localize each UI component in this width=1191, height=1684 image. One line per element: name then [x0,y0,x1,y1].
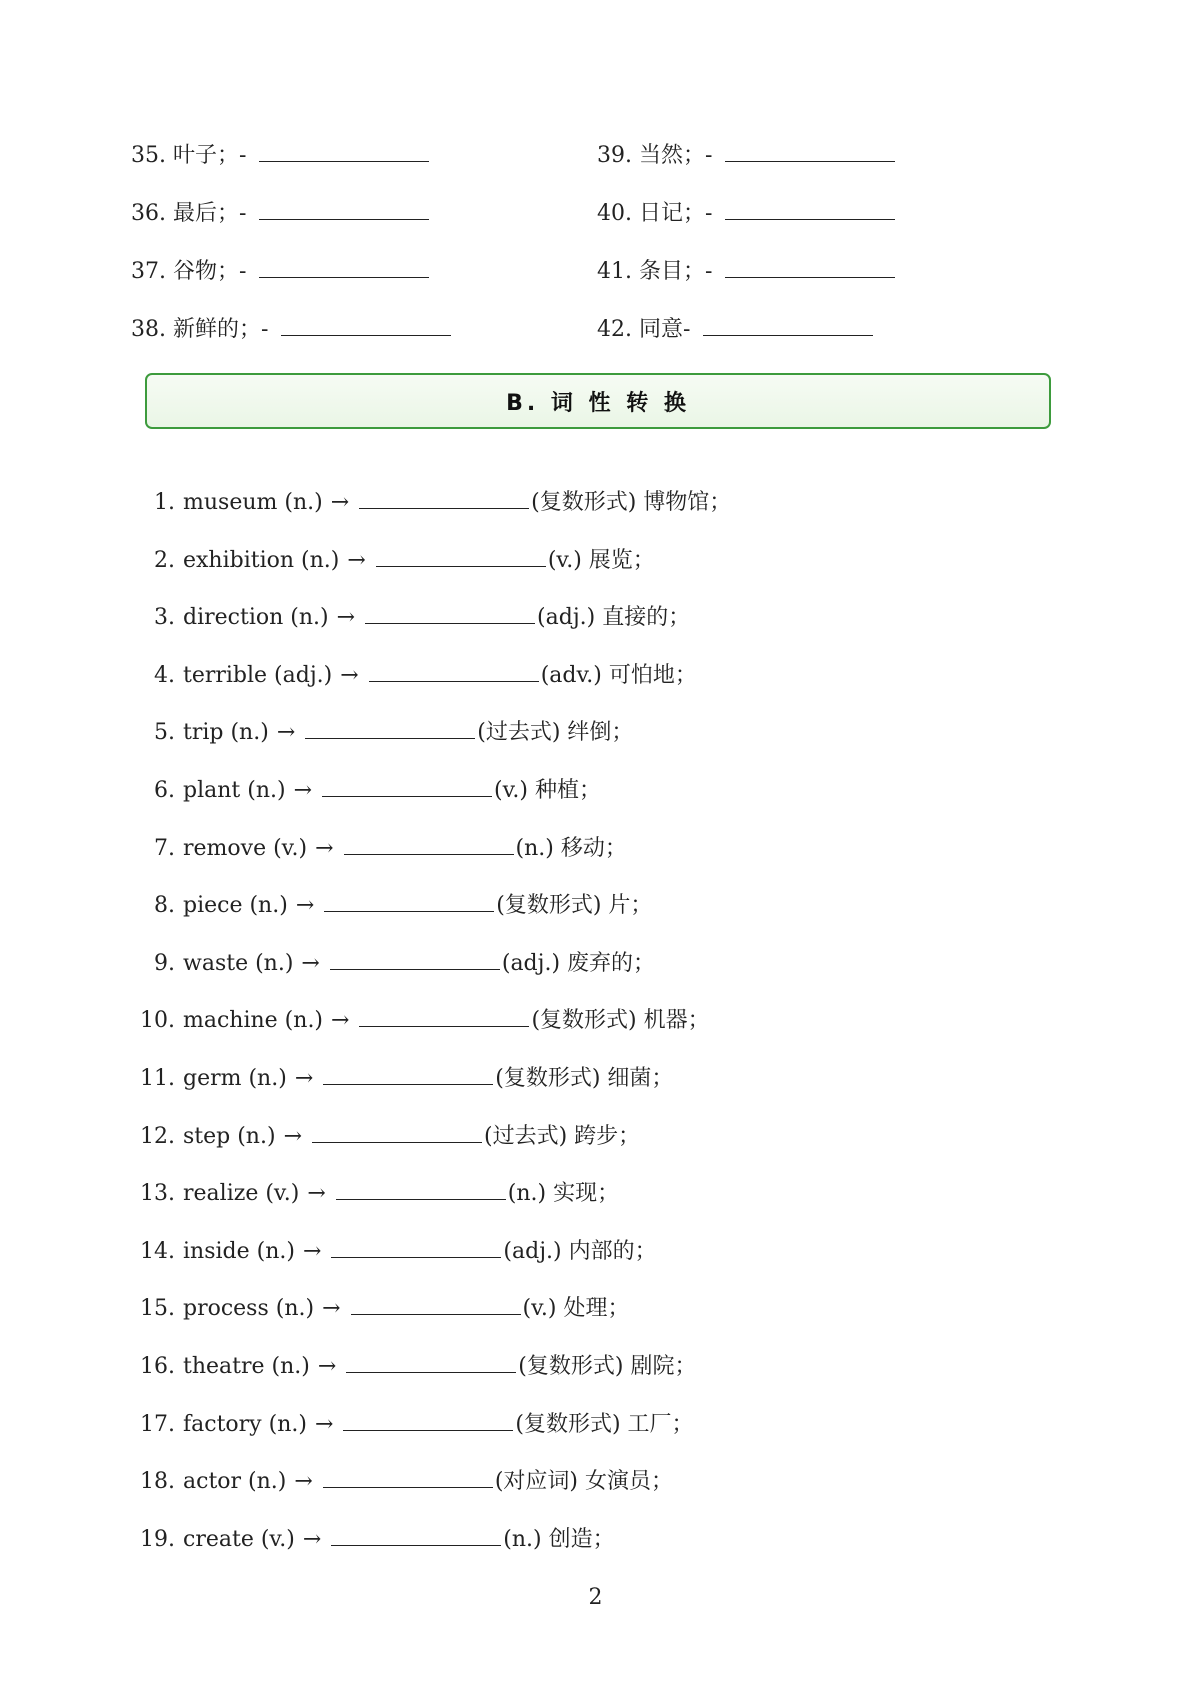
item-number: 2. [154,547,175,573]
vocab-prompt: 同意- [639,317,691,342]
vocab-prompt: 当然；- [639,143,713,168]
item-number: 13. [140,1181,175,1207]
vocab-prompt: 新鲜的；- [173,317,269,342]
list-item [131,661,731,719]
answer-blank[interactable] [359,1025,529,1027]
conversion-hint: (adj.) 废弃的； [501,950,656,976]
source-word: remove (v.) [183,835,308,861]
list-item [131,718,731,776]
conversion-hint: (n.) 实现； [507,1181,620,1207]
item-number: 14. [140,1238,175,1264]
conversion-hint: (v.) 处理； [522,1296,630,1322]
answer-blank[interactable] [331,1256,501,1258]
answer-blank[interactable] [725,276,895,278]
answer-blank[interactable] [703,334,873,336]
item-number: 1. [154,490,175,515]
source-word: waste (n.) [183,950,294,976]
item-number: 9. [154,950,175,976]
source-word: inside (n.) [183,1238,295,1264]
answer-blank[interactable] [725,218,895,220]
source-word: museum (n.) [183,490,323,515]
conversion-hint: (复数形式) 博物馆； [531,490,732,515]
answer-blank[interactable] [343,1429,513,1431]
item-number: 11. [140,1065,175,1091]
vocab-item [131,199,451,257]
conversion-hint: (n.) 创造； [503,1526,615,1552]
source-word: direction (n.) [183,605,329,631]
conversion-hint: (复数形式) 片； [496,893,653,919]
list-item [131,1006,731,1064]
vocab-prompt: 最后；- [173,201,247,226]
arrow-icon: → [283,1123,302,1149]
source-word: piece (n.) [183,893,288,919]
list-item [131,1467,731,1525]
answer-blank[interactable] [376,565,546,567]
item-number: 36. [131,201,166,226]
list-item [131,1064,731,1122]
source-word: machine (n.) [183,1008,324,1034]
conversion-hint: (n.) 移动； [515,835,627,861]
conversion-hint: (adj.) 内部的； [503,1238,657,1264]
vocab-item [597,141,895,199]
list-item [131,834,731,892]
vocab-prompt: 谷物；- [173,259,247,284]
answer-blank[interactable] [359,507,529,509]
arrow-icon: → [314,1411,334,1437]
list-item [131,1179,731,1237]
arrow-icon: → [293,777,313,803]
item-number: 41. [597,259,632,284]
section-b-header [145,373,1051,429]
item-number: 12. [140,1123,175,1149]
source-word: realize (v.) [183,1181,300,1207]
vocab-prompt: 日记；- [639,201,713,226]
conversion-hint: (过去式) 绊倒； [477,720,634,746]
item-number: 18. [140,1469,175,1495]
vocab-item [131,315,451,373]
answer-blank[interactable] [312,1141,482,1143]
item-number: 10. [140,1008,175,1034]
vocab-item [597,315,895,373]
source-word: factory (n.) [183,1411,307,1437]
answer-blank[interactable] [351,1313,521,1315]
conversion-hint: (adj.) 直接的； [537,605,691,631]
answer-blank[interactable] [323,1486,493,1488]
arrow-icon: → [331,1008,350,1034]
conversion-hint: (复数形式) 剧院； [518,1353,697,1379]
conversion-hint: (对应词) 女演员； [494,1469,673,1495]
list-item [131,1525,731,1583]
list-item [131,1237,731,1295]
answer-blank[interactable] [369,680,539,682]
conversion-hint: (复数形式) 工厂； [515,1411,694,1437]
conversion-hint: (v.) 展览； [547,547,655,573]
source-word: plant (n.) [183,777,286,803]
answer-blank[interactable] [281,334,451,336]
source-word: create (v.) [183,1526,295,1552]
item-number: 15. [140,1296,175,1322]
arrow-icon: → [317,1353,337,1379]
answer-blank[interactable] [259,276,429,278]
answer-blank[interactable] [346,1371,516,1373]
source-word: theatre (n.) [183,1353,310,1379]
list-item [131,776,731,834]
source-word: germ (n.) [183,1065,287,1091]
item-number: 40. [597,201,632,226]
vocab-item [597,257,895,315]
arrow-icon: → [302,1526,322,1552]
item-number: 6. [154,777,175,803]
arrow-icon: → [336,605,356,631]
arrow-icon: → [294,1469,313,1495]
vocab-column-right [597,141,895,373]
vocab-item [131,257,451,315]
arrow-icon: → [330,490,350,515]
arrow-icon: → [322,1296,341,1322]
source-word: trip (n.) [183,720,269,746]
item-number: 17. [140,1411,175,1437]
conversion-hint: (复数形式) 细菌； [495,1065,674,1091]
source-word: process (n.) [183,1296,315,1322]
answer-blank[interactable] [259,218,429,220]
item-number: 8. [154,893,175,919]
source-word: actor (n.) [183,1469,287,1495]
list-item [131,891,731,949]
answer-blank[interactable] [344,853,514,855]
answer-blank[interactable] [331,1544,501,1546]
answer-blank[interactable] [725,160,895,162]
item-number: 3. [154,605,175,631]
answer-blank[interactable] [323,1083,493,1085]
arrow-icon: → [301,950,320,976]
arrow-icon: → [347,547,366,573]
list-item [131,488,731,546]
item-number: 4. [154,662,175,688]
item-number: 16. [140,1353,175,1379]
conversion-list [131,488,731,1582]
item-number: 38. [131,317,166,342]
item-number: 35. [131,143,166,168]
answer-blank[interactable] [324,910,494,912]
vocab-column-left [131,141,451,373]
source-word: exhibition (n.) [183,547,340,573]
conversion-hint: (过去式) 跨步； [484,1123,641,1149]
answer-blank[interactable] [305,737,475,739]
page-number: 2 [588,1585,603,1610]
list-item [131,1122,731,1180]
arrow-icon: → [294,1065,314,1091]
item-number: 39. [597,143,632,168]
vocab-prompt: 叶子；- [173,143,247,168]
conversion-hint: (v.) 种植； [494,777,601,803]
item-number: 5. [154,720,175,746]
answer-blank[interactable] [259,160,429,162]
list-item [131,546,731,604]
arrow-icon: → [315,835,334,861]
conversion-hint: (复数形式) 机器； [531,1008,710,1034]
arrow-icon: → [340,662,359,688]
answer-blank[interactable] [322,795,492,797]
item-number: 7. [154,835,175,861]
source-word: terrible (adj.) [183,662,333,688]
item-number: 19. [140,1526,175,1552]
answer-blank[interactable] [336,1198,506,1200]
answer-blank[interactable] [365,622,535,624]
arrow-icon: → [276,720,296,746]
list-item [131,1294,731,1352]
section-title: B. 词 性 转 换 [506,390,690,416]
arrow-icon: → [307,1181,326,1207]
vocab-item [131,141,451,199]
list-item [131,1410,731,1468]
list-item [131,603,731,661]
list-item [131,1352,731,1410]
item-number: 37. [131,259,166,284]
list-item [131,949,731,1007]
vocab-item [597,199,895,257]
arrow-icon: → [302,1238,322,1264]
vocab-prompt: 条目；- [639,259,713,284]
answer-blank[interactable] [330,968,500,970]
source-word: step (n.) [183,1123,276,1149]
arrow-icon: → [295,893,315,919]
conversion-hint: (adv.) 可怕地； [540,662,697,688]
item-number: 42. [597,317,632,342]
